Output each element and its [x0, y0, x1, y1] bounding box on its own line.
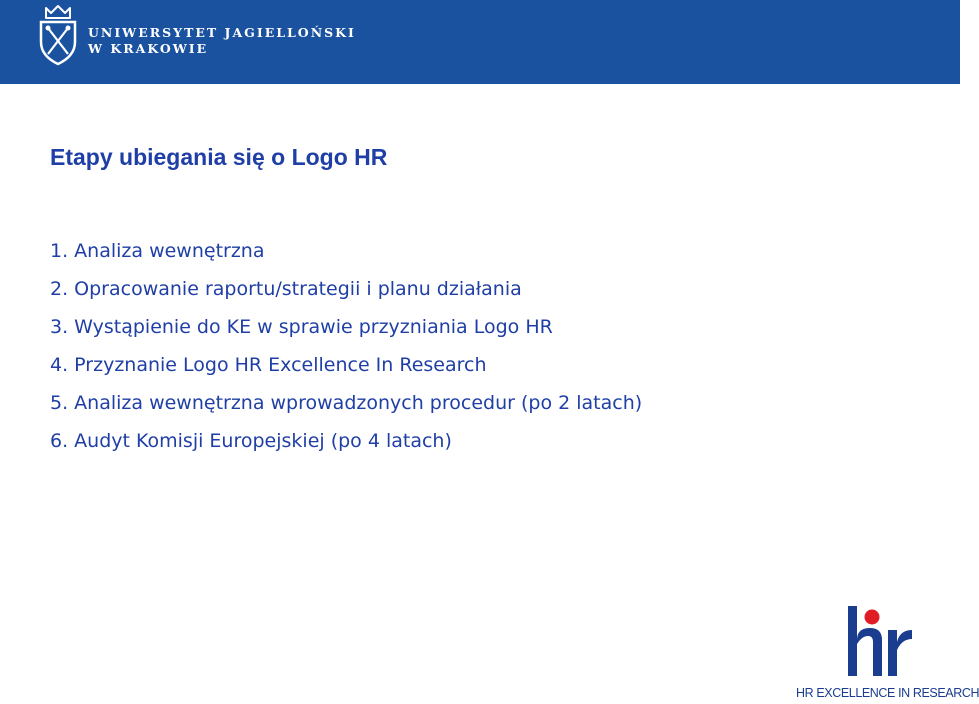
slide-title: Etapy ubiegania się o Logo HR: [50, 144, 388, 170]
steps-list: [50, 232, 642, 460]
header-bar: [0, 0, 960, 84]
university-crest-icon: [36, 4, 80, 66]
university-name: [88, 25, 356, 57]
step-item-5: 5. Analiza wewnętrzna wprowadzonych procedur (po 2 latach): [50, 392, 643, 414]
step-item-6: 6. Audyt Komisji Europejskiej (po 4 latach): [50, 430, 452, 452]
step-item-1: 1. Analiza wewnętrzna: [50, 240, 265, 262]
hr-logo-caption: HR EXCELLENCE IN RESEARCH: [796, 686, 979, 700]
step-item-2: 2. Opracowanie raportu/strategii i planu działania: [50, 278, 522, 300]
university-name-line1: UNIWERSYTET JAGIELLOŃSKI: [88, 25, 356, 40]
step-item-3: 3. Wystąpienie do KE w sprawie przyzniania Logo HR: [50, 316, 553, 338]
university-name-line2: W KRAKOWIE: [88, 41, 209, 56]
step-item-4: 4. Przyznanie Logo HR Excellence In Research: [50, 354, 487, 376]
hr-excellence-logo-icon: [846, 600, 914, 678]
